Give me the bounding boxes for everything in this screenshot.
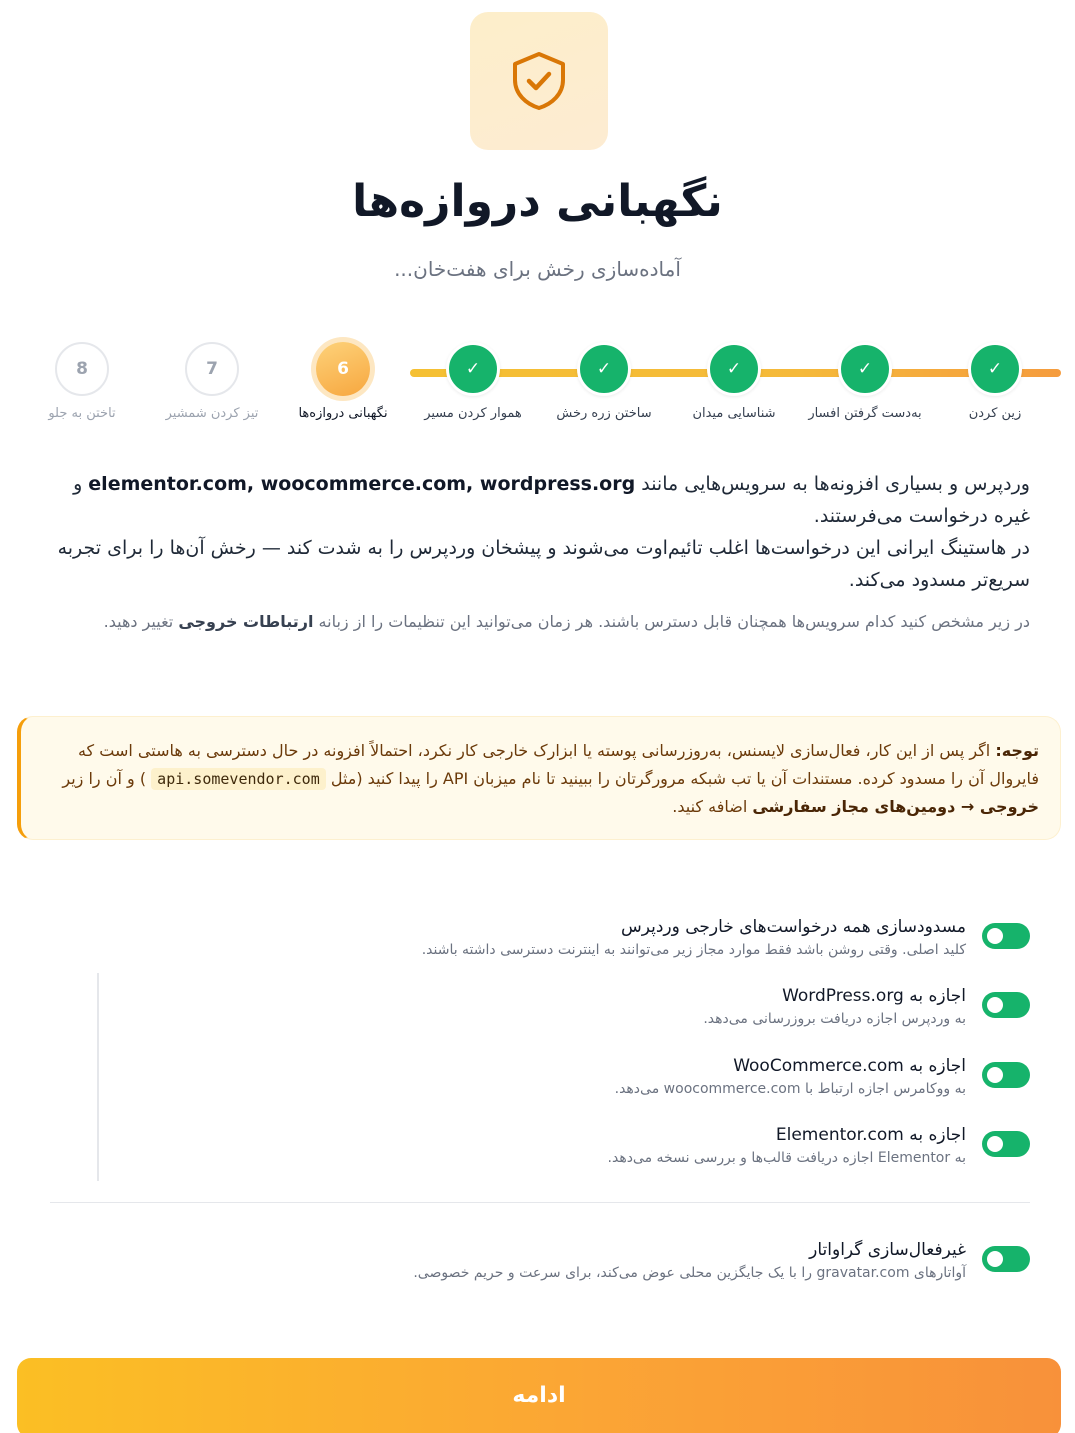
step-2 (795, 342, 935, 421)
step-label: به‌دست گرفتن افسار (808, 406, 922, 421)
warning-notice (17, 716, 1061, 840)
path-custom-domains: دومین‌های مجاز سفارشی (752, 797, 956, 816)
setting-allow-wordpress (50, 986, 1030, 1036)
path-arrow: → (955, 797, 980, 816)
toggle-knob (987, 928, 1003, 944)
step-7 (142, 342, 282, 421)
step-check-icon: ✓ (446, 342, 500, 396)
allow-woocommerce-toggle[interactable] (982, 1062, 1030, 1088)
notice-text: توجه: اگر پس از این کار، فعال‌سازی لایسنس، به‌روزرسانی پوسته یا ابزارک خارجی کار نکرد، احتمالاً افزونه در حال دسترسی به هاستی است که فایروال آن را مسدود کرده. مستندات آن یا تب شبکه مرورگرتان را ببینید تا نام میزبان API را پیدا کنید (مثل api.somevendor.com ) و آن را زیر خروجی → دومین‌های مجاز سفارشی اضافه کنید. (62, 741, 1039, 816)
allow-wordpress-toggle[interactable] (982, 992, 1030, 1018)
shield-check-icon (508, 50, 570, 112)
setting-allow-elementor (50, 1125, 1030, 1175)
setting-allow-woocommerce (50, 1056, 1030, 1106)
disable-gravatar-toggle[interactable] (982, 1246, 1030, 1272)
progress-stepper (0, 330, 1075, 430)
step-3 (664, 342, 804, 421)
setting-title: غیرفعال‌سازی گراواتار (809, 1240, 966, 1260)
page-subtitle: آماده‌سازی رخش برای هفت‌خان... (394, 257, 681, 281)
step-8 (12, 342, 152, 421)
block-all-toggle[interactable] (982, 923, 1030, 949)
hero-icon-box (470, 12, 608, 150)
toggle-knob (987, 1067, 1003, 1083)
step-label: نگهبانی دروازه‌ها (298, 406, 388, 421)
step-check-icon: ✓ (577, 342, 631, 396)
step-label: شناسایی میدان (692, 406, 776, 421)
setting-block-all (50, 917, 1030, 967)
step-label: ساختن زره رخش (556, 406, 652, 421)
setting-description: آواتارهای gravatar.com را با یک جایگزین محلی عوض می‌کند، برای سرعت و حریم خصوصی. (413, 1265, 966, 1281)
step-label: زین کردن (968, 406, 1022, 421)
step-6 (273, 342, 413, 421)
example-host-code: api.somevendor.com (151, 768, 326, 790)
service-list: elementor.com, woocommerce.com, wordpress.org (88, 473, 636, 495)
setting-description: به Elementor اجازه دریافت قالب‌ها و بررسی نسخه می‌دهد. (607, 1150, 966, 1166)
step-check-icon: ✓ (838, 342, 892, 396)
step-1 (925, 342, 1065, 421)
step-number: 8 (55, 342, 109, 396)
intro-paragraph-1: وردپرس و بسیاری افزونه‌ها به سرویس‌هایی مانند elementor.com, woocommerce.com, wordpress.org و غیره درخواست می‌فرستند. (73, 473, 1030, 527)
step-check-icon: ✓ (707, 342, 761, 396)
setting-title: اجازه به WordPress.org (782, 986, 966, 1006)
outbound-tab-name: ارتباطات خروجی (178, 612, 314, 631)
path-outbound: خروجی (979, 797, 1039, 816)
step-5 (403, 342, 543, 421)
step-check-icon: ✓ (968, 342, 1022, 396)
notice-label: توجه: (995, 741, 1039, 760)
setting-title: مسدودسازی همه درخواست‌های خارجی وردپرس (620, 917, 966, 937)
toggle-knob (987, 1251, 1003, 1267)
settings-divider (50, 1202, 1030, 1203)
setting-description: به ووکامرس اجازه ارتباط با woocommerce.com می‌دهد. (614, 1081, 966, 1097)
intro-text (50, 468, 1030, 596)
continue-button[interactable]: ادامه (17, 1358, 1061, 1433)
step-label: تیز کردن شمشیر (165, 406, 259, 421)
intro-note: در زیر مشخص کنید کدام سرویس‌ها همچنان قابل دسترس باشند. هر زمان می‌توانید این تنظیمات را از زبانه ارتباطات خروجی تغییر دهید. (103, 612, 1030, 631)
page-title: نگهبانی دروازه‌ها (352, 176, 723, 227)
intro-paragraph-2: در هاستینگ ایرانی این درخواست‌ها اغلب تائیم‌اوت می‌شوند و پیشخان وردپرس را به شدت کند — رخش آن‌ها را برای تجربه سریع‌تر مسدود می‌کند. (57, 537, 1030, 591)
toggle-knob (987, 997, 1003, 1013)
setting-description: کلید اصلی. وقتی روشن باشد فقط موارد مجاز زیر می‌توانند به اینترنت دسترسی داشته باشند. (421, 942, 966, 958)
toggle-knob (987, 1136, 1003, 1152)
step-number: 7 (185, 342, 239, 396)
step-label: تاختن به جلو (48, 406, 116, 421)
step-number: 6 (316, 342, 370, 396)
step-label: هموار کردن مسیر (424, 406, 522, 421)
setting-description: به وردپرس اجازه دریافت بروزرسانی می‌دهد. (703, 1011, 966, 1027)
setting-title: اجازه به WooCommerce.com (733, 1056, 966, 1076)
allow-elementor-toggle[interactable] (982, 1131, 1030, 1157)
setting-disable-gravatar (50, 1240, 1030, 1290)
setting-title: اجازه به Elementor.com (775, 1125, 966, 1145)
step-4 (534, 342, 674, 421)
